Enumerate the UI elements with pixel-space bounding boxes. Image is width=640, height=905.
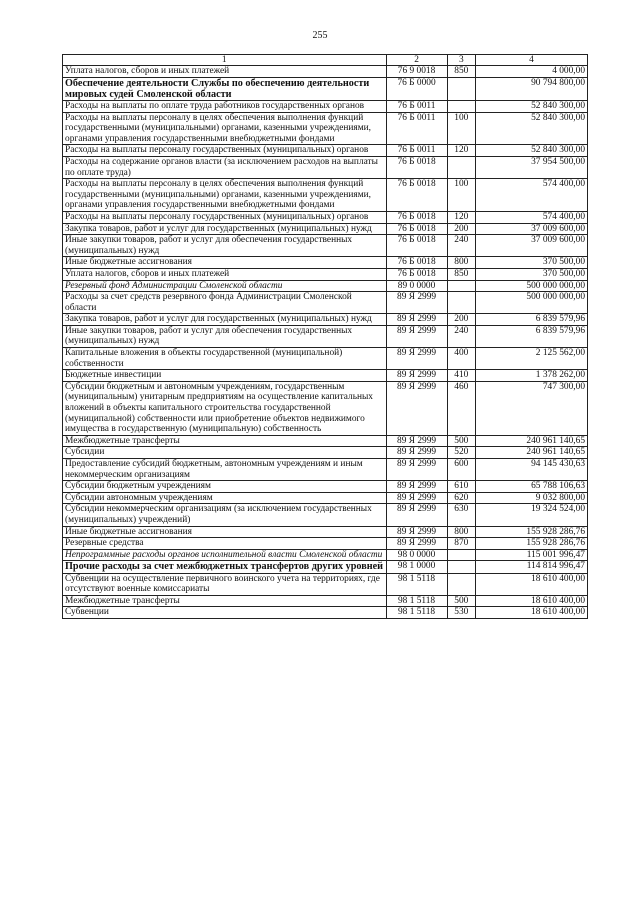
row-code-cell: 89 Я 2999 <box>386 325 447 347</box>
row-sum-cell: 65 788 106,63 <box>476 481 588 493</box>
row-code-cell: 89 Я 2999 <box>386 348 447 370</box>
row-code-cell: 89 Я 2999 <box>386 526 447 538</box>
row-code-cell: 98 1 5118 <box>386 607 447 619</box>
row-name-cell: Расходы на выплаты персоналу в целях обеспечения выполнения функций государственными (муниципальными) органами, казенными учреждениями, органами управления государственными внебюджетными фондами <box>63 112 387 145</box>
row-type-cell: 200 <box>447 223 475 235</box>
table-row <box>63 325 588 347</box>
budget-table <box>62 54 588 619</box>
table-row <box>63 179 588 212</box>
row-code-cell: 76 Б 0018 <box>386 179 447 212</box>
row-type-cell: 610 <box>447 481 475 493</box>
table-row <box>63 447 588 459</box>
table-row <box>63 348 588 370</box>
row-code-cell: 98 1 5118 <box>386 595 447 607</box>
row-name-cell: Иные закупки товаров, работ и услуг для обеспечения государственных (муниципальных) нужд <box>63 325 387 347</box>
table-row <box>63 595 588 607</box>
row-type-cell: 800 <box>447 526 475 538</box>
table-row <box>63 280 588 292</box>
row-name-cell: Резервные средства <box>63 538 387 550</box>
row-name-cell: Расходы за счет средств резервного фонда Администрации Смоленской области <box>63 292 387 314</box>
header-cell-name: 1 <box>63 55 387 66</box>
row-name-cell: Закупка товаров, работ и услуг для государственных (муниципальных) нужд <box>63 314 387 326</box>
row-code-cell: 89 Я 2999 <box>386 370 447 382</box>
table-row <box>63 492 588 504</box>
row-sum-cell: 370 500,00 <box>476 268 588 280</box>
row-code-cell: 98 1 5118 <box>386 573 447 595</box>
table-row <box>63 561 588 573</box>
row-type-cell <box>447 292 475 314</box>
row-code-cell: 76 Б 0018 <box>386 235 447 257</box>
row-code-cell: 76 Б 0018 <box>386 223 447 235</box>
row-sum-cell: 4 000,00 <box>476 66 588 78</box>
row-type-cell: 400 <box>447 348 475 370</box>
row-sum-cell: 52 840 300,00 <box>476 101 588 113</box>
row-sum-cell: 500 000 000,00 <box>476 292 588 314</box>
row-sum-cell: 18 610 400,00 <box>476 595 588 607</box>
row-sum-cell: 9 032 800,00 <box>476 492 588 504</box>
row-code-cell: 89 Я 2999 <box>386 314 447 326</box>
table-row <box>63 459 588 481</box>
row-type-cell: 120 <box>447 145 475 157</box>
row-code-cell: 89 Я 2999 <box>386 381 447 435</box>
row-type-cell: 800 <box>447 257 475 269</box>
row-sum-cell: 2 125 562,00 <box>476 348 588 370</box>
row-sum-cell: 37 954 500,00 <box>476 156 588 178</box>
row-name-cell: Предоставление субсидий бюджетным, автономным учреждениям и иным некоммерческим организациям <box>63 459 387 481</box>
row-code-cell: 89 Я 2999 <box>386 447 447 459</box>
row-sum-cell: 574 400,00 <box>476 179 588 212</box>
table-row <box>63 223 588 235</box>
row-sum-cell: 18 610 400,00 <box>476 573 588 595</box>
row-type-cell: 850 <box>447 268 475 280</box>
row-name-cell: Субвенции на осуществление первичного воинского учета на территориях, где отсутствуют военные комиссариаты <box>63 573 387 595</box>
row-code-cell: 89 Я 2999 <box>386 435 447 447</box>
table-row <box>63 549 588 561</box>
row-sum-cell: 6 839 579,96 <box>476 325 588 347</box>
row-sum-cell: 574 400,00 <box>476 211 588 223</box>
row-sum-cell: 90 794 800,00 <box>476 77 588 100</box>
row-name-cell: Закупка товаров, работ и услуг для государственных (муниципальных) нужд <box>63 223 387 235</box>
row-name-cell: Межбюджетные трансферты <box>63 435 387 447</box>
row-type-cell: 500 <box>447 435 475 447</box>
table-row <box>63 526 588 538</box>
row-sum-cell: 19 324 524,00 <box>476 504 588 526</box>
row-sum-cell: 747 300,00 <box>476 381 588 435</box>
row-code-cell: 76 9 0018 <box>386 66 447 78</box>
header-cell-type: 3 <box>447 55 475 66</box>
row-name-cell: Расходы на содержание органов власти (за исключением расходов на выплаты по оплате труда) <box>63 156 387 178</box>
table-row <box>63 66 588 78</box>
row-type-cell: 240 <box>447 235 475 257</box>
row-name-cell: Расходы на выплаты персоналу государственных (муниципальных) органов <box>63 145 387 157</box>
row-name-cell: Межбюджетные трансферты <box>63 595 387 607</box>
row-type-cell <box>447 549 475 561</box>
table-row <box>63 156 588 178</box>
table-row <box>63 257 588 269</box>
row-code-cell: 76 Б 0018 <box>386 257 447 269</box>
row-name-cell: Расходы на выплаты персоналу государственных (муниципальных) органов <box>63 211 387 223</box>
row-name-cell: Субсидии некоммерческим организациям (за исключением государственных (муниципальных) учреждений) <box>63 504 387 526</box>
row-code-cell: 76 Б 0000 <box>386 77 447 100</box>
row-type-cell: 870 <box>447 538 475 550</box>
row-type-cell <box>447 156 475 178</box>
row-code-cell: 76 Б 0018 <box>386 211 447 223</box>
row-code-cell: 89 Я 2999 <box>386 292 447 314</box>
row-type-cell <box>447 573 475 595</box>
table-row <box>63 235 588 257</box>
row-name-cell: Уплата налогов, сборов и иных платежей <box>63 66 387 78</box>
row-type-cell: 460 <box>447 381 475 435</box>
table-row <box>63 381 588 435</box>
row-type-cell: 100 <box>447 179 475 212</box>
row-name-cell: Расходы на выплаты по оплате труда работников государственных органов <box>63 101 387 113</box>
row-name-cell: Обеспечение деятельности Службы по обеспечению деятельности мировых судей Смоленской области <box>63 77 387 100</box>
row-name-cell: Прочие расходы за счет межбюджетных трансфертов других уровней <box>63 561 387 573</box>
row-sum-cell: 370 500,00 <box>476 257 588 269</box>
row-type-cell: 620 <box>447 492 475 504</box>
row-type-cell: 520 <box>447 447 475 459</box>
table-row <box>63 607 588 619</box>
row-name-cell: Субсидии автономным учреждениям <box>63 492 387 504</box>
table-row <box>63 112 588 145</box>
row-sum-cell: 37 009 600,00 <box>476 235 588 257</box>
row-sum-cell: 1 378 262,00 <box>476 370 588 382</box>
budget-table-body <box>63 55 588 619</box>
row-name-cell: Расходы на выплаты персоналу в целях обеспечения выполнения функций государственными (муниципальными) органами, казенными учреждениями, органами управления государственными внебюджетными фондами <box>63 179 387 212</box>
row-name-cell: Капитальные вложения в объекты государственной (муниципальной) собственности <box>63 348 387 370</box>
table-row <box>63 211 588 223</box>
row-type-cell: 410 <box>447 370 475 382</box>
row-type-cell: 120 <box>447 211 475 223</box>
row-code-cell: 76 Б 0011 <box>386 101 447 113</box>
row-sum-cell: 240 961 140,65 <box>476 435 588 447</box>
row-sum-cell: 18 610 400,00 <box>476 607 588 619</box>
row-sum-cell: 115 001 996,47 <box>476 549 588 561</box>
table-row <box>63 101 588 113</box>
row-code-cell: 89 Я 2999 <box>386 538 447 550</box>
header-cell-code: 2 <box>386 55 447 66</box>
row-type-cell <box>447 280 475 292</box>
row-type-cell: 630 <box>447 504 475 526</box>
row-sum-cell: 500 000 000,00 <box>476 280 588 292</box>
row-sum-cell: 52 840 300,00 <box>476 145 588 157</box>
table-row <box>63 268 588 280</box>
row-code-cell: 76 Б 0018 <box>386 268 447 280</box>
table-row <box>63 77 588 100</box>
row-name-cell: Резервный фонд Администрации Смоленской области <box>63 280 387 292</box>
table-row <box>63 481 588 493</box>
row-code-cell: 76 Б 0011 <box>386 112 447 145</box>
row-type-cell: 600 <box>447 459 475 481</box>
row-code-cell: 76 Б 0018 <box>386 156 447 178</box>
row-type-cell <box>447 77 475 100</box>
row-name-cell: Субвенции <box>63 607 387 619</box>
table-row <box>63 538 588 550</box>
table-header-row <box>63 55 588 66</box>
table-row <box>63 573 588 595</box>
row-name-cell: Субсидии <box>63 447 387 459</box>
table-row <box>63 435 588 447</box>
row-type-cell: 240 <box>447 325 475 347</box>
row-type-cell: 500 <box>447 595 475 607</box>
row-sum-cell: 94 145 430,63 <box>476 459 588 481</box>
row-sum-cell: 6 839 579,96 <box>476 314 588 326</box>
table-row <box>63 292 588 314</box>
row-type-cell <box>447 101 475 113</box>
row-name-cell: Уплата налогов, сборов и иных платежей <box>63 268 387 280</box>
table-row <box>63 314 588 326</box>
row-sum-cell: 114 814 996,47 <box>476 561 588 573</box>
row-name-cell: Иные бюджетные ассигнования <box>63 257 387 269</box>
row-type-cell: 530 <box>447 607 475 619</box>
row-sum-cell: 155 928 286,76 <box>476 526 588 538</box>
row-sum-cell: 240 961 140,65 <box>476 447 588 459</box>
page-number: 255 <box>312 30 328 41</box>
header-cell-sum: 4 <box>476 55 588 66</box>
row-name-cell: Бюджетные инвестиции <box>63 370 387 382</box>
row-code-cell: 89 Я 2999 <box>386 504 447 526</box>
row-code-cell: 89 Я 2999 <box>386 459 447 481</box>
row-code-cell: 89 Я 2999 <box>386 492 447 504</box>
table-row <box>63 370 588 382</box>
row-code-cell: 98 0 0000 <box>386 549 447 561</box>
row-type-cell: 850 <box>447 66 475 78</box>
row-name-cell: Субсидии бюджетным и автономным учреждениям, государственным (муниципальным) унитарным предприятиям на осуществление капитальных вложений в объекты капитального строительства государственной (муниципальной) собственности или приобретение объектов недвижимого имущества в государственную (муниципальную) собственность <box>63 381 387 435</box>
row-name-cell: Субсидии бюджетным учреждениям <box>63 481 387 493</box>
row-sum-cell: 52 840 300,00 <box>476 112 588 145</box>
row-name-cell: Иные бюджетные ассигнования <box>63 526 387 538</box>
row-code-cell: 76 Б 0011 <box>386 145 447 157</box>
table-row <box>63 145 588 157</box>
row-code-cell: 89 Я 2999 <box>386 481 447 493</box>
row-type-cell: 200 <box>447 314 475 326</box>
row-type-cell <box>447 561 475 573</box>
row-type-cell: 100 <box>447 112 475 145</box>
row-name-cell: Непрограммные расходы органов исполнительной власти Смоленской области <box>63 549 387 561</box>
row-name-cell: Иные закупки товаров, работ и услуг для обеспечения государственных (муниципальных) нужд <box>63 235 387 257</box>
row-code-cell: 89 0 0000 <box>386 280 447 292</box>
row-sum-cell: 37 009 600,00 <box>476 223 588 235</box>
row-sum-cell: 155 928 286,76 <box>476 538 588 550</box>
row-code-cell: 98 1 0000 <box>386 561 447 573</box>
table-row <box>63 504 588 526</box>
